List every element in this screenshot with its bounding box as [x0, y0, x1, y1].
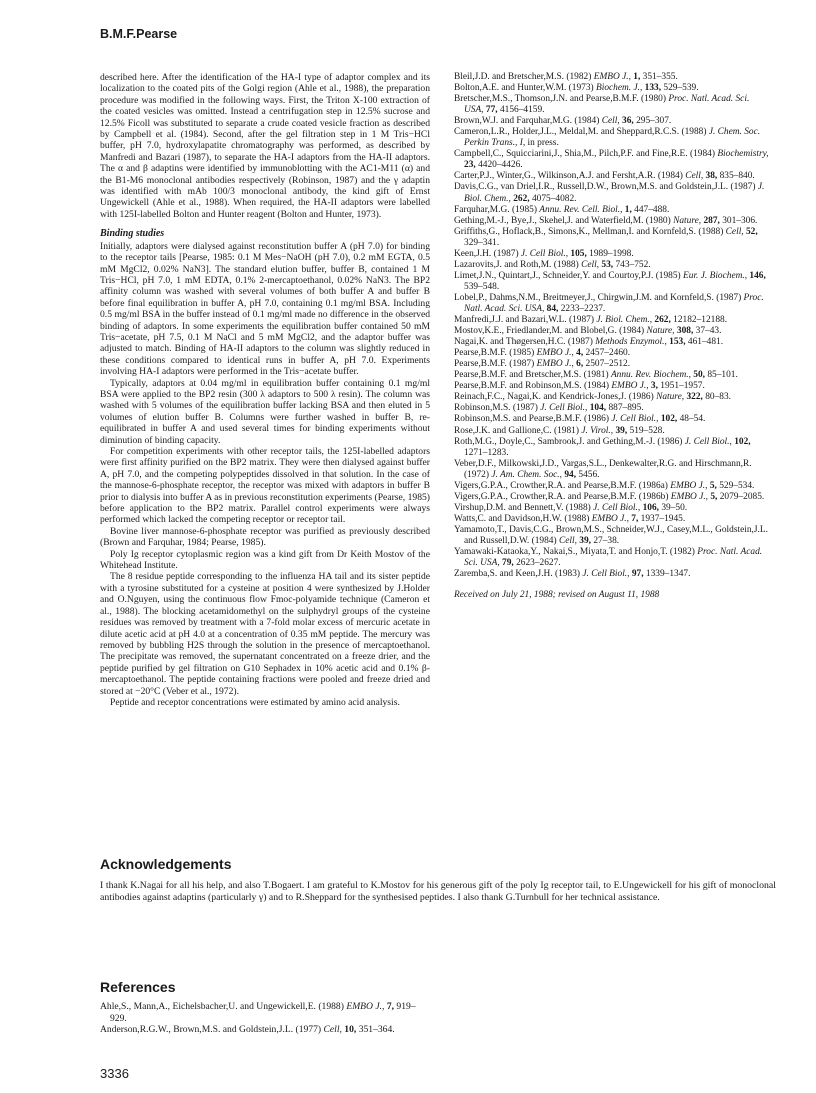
reference-authors: Davis,C.G., van Driel,I.R., Russell,D.W., Brown,M.S. and Goldstein,J.L. (1987): [454, 182, 758, 193]
reference-entry: [454, 271, 770, 293]
reference-journal: Proc. Natl. Acad. Sci. USA,: [464, 94, 750, 116]
reference-journal: EMBO J.,: [670, 480, 710, 491]
reference-volume: 36,: [622, 116, 637, 127]
running-head: B.M.F.Pearse: [100, 27, 178, 41]
reference-volume: 39,: [579, 535, 594, 546]
reference-journal: Eur. J. Biochem.,: [683, 270, 750, 281]
reference-pages: 27–38.: [593, 535, 620, 546]
reference-volume: 5,: [710, 491, 720, 502]
reference-pages: 519–528.: [629, 425, 665, 436]
reference-volume: 6,: [576, 359, 586, 370]
reference-journal: EMBO J.,: [591, 513, 632, 524]
reference-volume: 322,: [686, 392, 706, 403]
reference-authors: Roth,M.G., Doyle,C., Sambrook,J. and Gething,M.-J. (1986): [454, 436, 685, 447]
reference-pages: 461–481.: [687, 337, 724, 348]
reference-entry: [454, 116, 770, 127]
reference-journal: J. Chem. Soc. Perkin Trans., I,: [464, 127, 761, 149]
reference-authors: Nagai,K. and Thøgersen,H.C. (1987): [454, 337, 596, 348]
binding-paragraph: Typically, adaptors at 0.04 mg/ml in equilibration buffer containing 0.1 mg/ml BSA were applied to the BP2 resin (300 λ adaptors to 500 λ resin). The column was washed with 5 volumes of the equilibration buffer lacking BSA and then eluted in 5 volumes of elution buffer B. Columns were further washed in buffer B, re-equilibrated in buffer A and used several times for binding experiments without diminution of binding capacity.: [100, 377, 430, 446]
binding-paragraph: Initially, adaptors were dialysed against reconstitution buffer A (pH 7.0) for binding to the receptor tails [Pearse, 1985: 0.1 M Mes−NaOH (pH 7.0), 0.2 mM EGTA, 0.5 mM MgCl2, 0.02% NaN3]. The standard elution buffer, buffer B, contained 1 M Tris−HCl, pH 7.0, 1 mM EDTA, 0.1% 2-mercaptoethanol, 0.02% NaN3. The BP2 affinity column was washed with several volumes of both buffer A and buffer B before final equilibration in buffer A, pH 7.0, containing 0.1 mg/ml BSA. Including 0.5 mg/ml BSA in the buffer instead of 0.1 mg/ml made no difference in the observed binding of adaptors. In some experiments the equilibration buffer contained 50 mM Tris−acetate, pH 7.5, 0.1 M NaCl and 5 mM MgCl2, and the adaptor buffer was adjusted to match. Binding of HA-II adaptors to the column was slightly reduced in these conditions compared to identical runs in buffer A, pH 7.0. Experiments involving HA-I adaptors were performed in the Tris−acetate buffer.: [100, 240, 430, 378]
received-note: Received on July 21, 1988; revised on August 11, 1988: [454, 590, 660, 601]
reference-journal: J. Am. Chem. Soc.,: [491, 469, 565, 480]
reference-authors: Pearse,B.M.F. (1985): [454, 348, 537, 359]
reference-volume: 308,: [676, 326, 696, 337]
reference-entry: [454, 227, 770, 249]
reference-journal: EMBO J.,: [670, 491, 711, 502]
reference-entry: [454, 392, 770, 403]
reference-authors: Veber,D.F., Milkowski,J.D., Vargas,S.L., Denkewalter,R.G. and Hirschmann,R. (1972): [454, 458, 752, 480]
reference-authors: Ahle,S., Mann,A., Eichelsbacher,U. and Ungewickell,E. (1988): [100, 1001, 347, 1012]
reference-journal: Nature,: [673, 215, 704, 226]
reference-volume: 23,: [464, 160, 479, 171]
reference-pages: 329–341.: [464, 237, 500, 248]
reference-volume: 7,: [631, 513, 641, 524]
reference-volume: 97,: [631, 569, 646, 580]
reference-pages: 447–488.: [634, 204, 670, 215]
reference-journal: EMBO J.,: [611, 381, 651, 392]
reference-authors: Gething,M.-J., Bye,J., Skehel,J. and Waterfield,M. (1980): [454, 215, 674, 226]
reference-pages: 529–534.: [719, 480, 755, 491]
reference-authors: Lobel,P., Dahms,N.M., Breitmeyer,J., Chirgwin,J.M. and Kornfeld,S. (1987): [454, 292, 744, 303]
reference-entry: [454, 414, 770, 425]
reference-volume: 104,: [589, 403, 609, 414]
reference-journal: J. Biol. Chem.,: [464, 182, 765, 204]
reference-journal: J. Cell Biol.,: [611, 414, 661, 425]
reference-journal: Biochem. J.,: [595, 83, 645, 94]
reference-volume: 133,: [644, 83, 664, 94]
binding-paragraph: The 8 residue peptide corresponding to the influenza HA tail and its sister peptide with a tyrosine substituted for a cysteine at position 4 were synthesized by J.Holder and O.Nguyen, using the continuous flow Fmoc-polyamide technique (Cameron et al., 1988). The blocking acetamidomethyl on the sulphydryl groups of the cysteine residues was removed by treatment with a 7-fold molar excess of mercuric acetate in dilute acetic acid at pH 4.0 at a concentration of 0.35 mM peptide. The mercury was removed by bubbling H2S through the solution in the presence of mercaptoethanol. The precipitate was removed, the supernatant concentrated on a freeze drier, and the peptide purified by gel filtration on G10 Sephadex in 10% acetic acid and 0.1% β-mercaptoethanol. The peptide containing fractions were pooled and freeze dried and stored at −20°C (Veber et al., 1972).: [100, 571, 430, 697]
reference-journal: Biochemistry,: [717, 149, 769, 160]
reference-volume: 102,: [660, 414, 680, 425]
reference-journal: EMBO J.,: [593, 72, 634, 82]
reference-authors: Griffiths,G., Hoflack,B., Simons,K., Mellman,I. and Kornfeld,S. (1988): [454, 226, 726, 237]
reference-authors: Campbell,C., Squicciarini,J., Shia,M., Pilch,P.F. and Fine,R.E. (1984): [454, 149, 718, 160]
reference-pages: 539–548.: [464, 281, 500, 292]
reference-journal: Annu. Rev. Cell. Biol.,: [539, 204, 625, 215]
reference-authors: Bleil,J.D. and Bretscher,M.S. (1982): [454, 72, 594, 82]
reference-volume: 5,: [709, 480, 720, 491]
reference-pages: 4420–4426.: [478, 160, 523, 171]
reference-pages: 12182–12188.: [673, 315, 728, 326]
reference-journal: J. Cell Biol.,: [582, 569, 632, 580]
reference-journal: Cell,: [323, 1024, 345, 1036]
binding-studies-heading: Binding studies: [100, 228, 165, 240]
reference-authors: Lazarovits,J. and Roth,M. (1988): [454, 259, 582, 270]
reference-entry: [454, 569, 770, 580]
reference-journal: J. Cell Biol.,: [520, 248, 571, 259]
reference-entry: [454, 315, 770, 326]
reference-entry: [454, 348, 770, 359]
reference-journal: EMBO J.,: [346, 1001, 387, 1012]
reference-authors: Bolton,A.E. and Hunter,W.M. (1973): [454, 83, 596, 94]
reference-authors: Pearse,B.M.F. and Robinson,M.S. (1984): [454, 381, 612, 392]
reference-entry: [454, 216, 770, 227]
reference-entry: [100, 1001, 432, 1024]
reference-authors: Anderson,R.G.W., Brown,M.S. and Goldstein,J.L. (1977): [100, 1024, 324, 1036]
reference-pages: 351–355.: [642, 72, 678, 82]
reference-authors: Bretscher,M.S., Thomson,J.N. and Pearse,B.M.F. (1980): [454, 94, 669, 105]
reference-pages: 5456.: [578, 469, 600, 480]
reference-entry: [454, 260, 770, 271]
reference-authors: Virshup,D.M. and Bennett,V. (1988): [454, 502, 594, 513]
page-number: 3336: [100, 1066, 129, 1081]
reference-volume: 77,: [485, 105, 500, 116]
reference-journal: Cell,: [685, 171, 706, 182]
reference-entry: [454, 293, 770, 315]
reference-volume: 84,: [546, 303, 561, 314]
reference-authors: Robinson,M.S. and Pearse,B.M.F. (1986): [454, 414, 612, 425]
reference-authors: Watts,C. and Davidson,H.W. (1988): [454, 513, 592, 524]
reference-volume: 1,: [624, 204, 635, 215]
reference-authors: Cameron,L.R., Holder,J.L., Meldal,M. and Sheppard,R.C.S. (1988): [454, 127, 709, 138]
reference-authors: Brown,W.J. and Farquhar,M.G. (1984): [454, 116, 602, 127]
reference-pages: 529–539.: [663, 83, 699, 94]
reference-entry: [454, 149, 770, 171]
reference-pages: 2079–2085.: [719, 491, 765, 502]
reference-journal: Proc. Natl. Acad. Sci. USA,: [464, 292, 764, 314]
reference-entry: [454, 370, 770, 381]
reference-authors: Mostov,K.E., Friedlander,M. and Blobel,G. (1984): [454, 326, 647, 337]
reference-pages: 2233–2237.: [560, 303, 606, 314]
reference-volume: 39,: [615, 425, 630, 436]
reference-pages: 85–101.: [707, 370, 738, 381]
reference-pages: 4075–4082.: [531, 193, 577, 204]
reference-pages: 301–306.: [722, 215, 758, 226]
reference-journal: EMBO J.,: [536, 348, 577, 359]
reference-pages: 351–364.: [358, 1024, 395, 1036]
reference-pages: 39–50.: [661, 502, 688, 513]
reference-journal: Methods Enzymol.,: [595, 337, 670, 348]
reference-journal: Nature,: [656, 392, 687, 403]
reference-pages: 1339–1347.: [645, 569, 691, 580]
reference-journal: Cell,: [725, 226, 746, 237]
reference-pages: 887–895.: [608, 403, 644, 414]
reference-entry: [454, 359, 770, 370]
reference-volume: 262,: [513, 193, 532, 204]
reference-authors: Reinach,F.C., Nagai,K. and Kendrick-Jones,J. (1986): [454, 392, 657, 403]
reference-pages: 80–83.: [705, 392, 731, 403]
reference-pages: 1989–1998.: [589, 248, 634, 259]
reference-authors: Keen,J.H. (1987): [454, 248, 521, 259]
reference-pages: 1271–1283.: [464, 447, 509, 458]
right-column: [454, 72, 770, 601]
reference-entry: [454, 205, 770, 216]
reference-volume: 10,: [344, 1024, 359, 1036]
reference-entry: [454, 83, 770, 94]
reference-journal: J. Biol. Chem.,: [596, 315, 655, 326]
reference-pages: 4156–4159.: [499, 105, 545, 116]
reference-entry: [454, 249, 770, 260]
binding-paragraph: Poly Ig receptor cytoplasmic region was a kind gift from Dr Keith Mostov of the Whitehead Institute.: [100, 548, 430, 572]
reference-entry: [454, 337, 770, 348]
reference-journal: J. Cell Biol.,: [593, 502, 643, 513]
reference-entry: [100, 1024, 432, 1036]
reference-pages: 295–307.: [636, 116, 672, 127]
reference-pages: 2623–2627.: [516, 558, 561, 569]
reference-entry: [454, 492, 770, 503]
reference-volume: 94,: [564, 469, 579, 480]
reference-pages: in press.: [527, 138, 559, 149]
reference-authors: Limet,J.N., Quintart,J., Schneider,Y. and Courtoy,P.J. (1985): [454, 270, 684, 281]
reference-pages: 37–43.: [695, 326, 722, 337]
reference-authors: Zaremba,S. and Keen,J.H. (1983): [454, 569, 583, 580]
references-heading: References: [100, 979, 176, 995]
reference-pages: 919–929.: [110, 1001, 416, 1024]
reference-journal: Cell,: [558, 535, 580, 546]
methods-paragraph: described here. After the identification of the HA-I type of adaptor complex and its localization to the coated pits of the Golgi region (Ahle et al., 1988), the preparation procedure was modified in the following ways. First, the Triton X-100 extraction of the coated vesicles was omitted. Instead a centrifugation step in 12.5% sucrose and 12.5% Ficoll was substituted to separate a crude coated vesicle fraction as described by Campbell et al. (1984). Second, after the gel filtration step in 1 M Tris−HCl buffer, pH 7.0, hydroxylapatite chromatography was performed, as described by Manfredi and Bazari (1987), to separate the HA-I adaptors from the HA-II adaptors. The α and β adaptins were identified by immunoblotting with the AC1-M11 (α) and the B1-M6 monoclonal antibodies respectively (Robinson, 1987) and the γ adaptin was identified with mAb 100/3 monoclonal antibody, the kind gift of Ernst Ungewickell (Ahle et al., 1988). When required, the HA-II adaptors were labelled with 125I-labelled Bolton and Hunter reagent (Bolton and Hunter, 1973).: [100, 72, 430, 220]
reference-volume: 287,: [703, 215, 723, 226]
reference-pages: 743–752.: [615, 259, 651, 270]
reference-volume: 7,: [386, 1001, 397, 1012]
reference-authors: Yamamoto,T., Davis,C.G., Brown,M.S., Schneider,W.J., Casey,M.L., Goldstein,J.L. and Russell,D.W. (1984): [454, 524, 768, 546]
reference-volume: 106,: [642, 502, 662, 513]
reference-entry: [454, 525, 770, 547]
reference-journal: Cell,: [601, 116, 623, 127]
reference-volume: 3,: [650, 381, 661, 392]
reference-entry: [454, 171, 770, 182]
reference-entry: [454, 381, 770, 392]
binding-paragraph: Peptide and receptor concentrations were estimated by amino acid analysis.: [110, 696, 400, 708]
reference-journal: Nature,: [646, 326, 677, 337]
reference-authors: Pearse,B.M.F. and Bretscher,M.S. (1981): [454, 370, 611, 381]
reference-authors: Yamawaki-Kataoka,Y., Nakai,S., Miyata,T. and Honjo,T. (1982): [454, 547, 698, 558]
reference-journal: EMBO J.,: [536, 359, 577, 370]
reference-entry: [454, 426, 770, 437]
reference-pages: 1937–1945.: [640, 513, 686, 524]
reference-volume: 1,: [633, 72, 643, 82]
reference-journal: Cell,: [581, 259, 602, 270]
left-column: [100, 72, 430, 708]
reference-volume: 4,: [576, 348, 586, 359]
reference-authors: Rose,J.K. and Gallione,C. (1981): [454, 425, 582, 436]
reference-volume: 38,: [705, 171, 720, 182]
reference-pages: 835–840.: [719, 171, 755, 182]
binding-paragraph: For competition experiments with other receptor tails, the 125I-labelled adaptors were first affinity purified on the BP2 matrix. They were then dialysed against buffer A, pH 7.0, and the competing polypeptides dissolved in that solution. In the case of the mannose-6-phosphate receptor, the receptor was mixed with adaptors in buffer B prior to dialysis into buffer A as in previous reconstitution experiments (Pearse, 1985) before application to the BP2 matrix. Parallel control experiments were always performed which lacked the competing receptor or receptor tail.: [100, 446, 430, 526]
reference-pages: 48–54.: [679, 414, 706, 425]
reference-journal: J. Virol.,: [581, 425, 616, 436]
reference-entry: [454, 94, 770, 116]
reference-entry: [454, 403, 770, 414]
reference-authors: Vigers,G.P.A., Crowther,R.A. and Pearse,B.M.F. (1986a): [454, 480, 671, 491]
reference-pages: 2507–2512.: [585, 359, 631, 370]
reference-entry: [454, 182, 770, 204]
reference-volume: 79,: [502, 558, 517, 569]
reference-authors: Robinson,M.S. (1987): [454, 403, 541, 414]
reference-volume: 105,: [570, 248, 590, 259]
binding-studies-body: [100, 241, 430, 709]
reference-volume: 262,: [654, 315, 674, 326]
reference-pages: 2457–2460.: [585, 348, 631, 359]
binding-paragraph: Bovine liver mannose-6-phosphate receptor was purified as previously described (Brown and Farquhar, 1984; Pearse, 1985).: [100, 525, 430, 549]
reference-authors: Carter,P.J., Winter,G., Wilkinson,A.J. and Fersht,A.R. (1984): [454, 171, 686, 182]
acknowledgements-heading: Acknowledgements: [100, 856, 232, 872]
reference-journal: J. Cell Biol.,: [684, 436, 735, 447]
reference-list-left: [100, 1001, 432, 1036]
reference-entry: [454, 72, 770, 83]
reference-journal: Proc. Natl. Acad. Sci. USA,: [464, 547, 763, 569]
reference-volume: 50,: [693, 370, 708, 381]
reference-volume: 102,: [734, 436, 751, 447]
reference-authors: Vigers,G.P.A., Crowther,R.A. and Pearse,B.M.F. (1986b): [454, 491, 671, 502]
reference-entry: [454, 437, 770, 459]
reference-journal: Annu. Rev. Biochem.,: [610, 370, 694, 381]
reference-entry: [454, 127, 770, 149]
reference-entry: [454, 514, 770, 525]
reference-volume: 153,: [669, 337, 688, 348]
reference-volume: 53,: [601, 259, 616, 270]
reference-volume: 52,: [745, 226, 758, 237]
reference-entry: [454, 481, 770, 492]
reference-volume: 146,: [749, 270, 766, 281]
acknowledgements-text: I thank K.Nagai for all his help, and also T.Bogaert. I am grateful to K.Mostov for his generous gift of the poly Ig receptor tail, to E.Ungewickell for his gift of monoclonal antibodies against adaptins (particularly γ) and to R.Sheppard for the synthesised peptides. I also thank G.Turnbull for her technical assistance.: [100, 880, 776, 903]
reference-authors: Manfredi,J.J. and Bazari,W.L. (1987): [454, 315, 597, 326]
reference-entry: [454, 547, 770, 569]
reference-authors: Farquhar,M.G. (1985): [454, 204, 540, 215]
reference-entry: [454, 326, 770, 337]
reference-entry: [454, 503, 770, 514]
reference-journal: J. Cell Biol.,: [540, 403, 590, 414]
reference-list-right: [454, 72, 770, 580]
reference-authors: Pearse,B.M.F. (1987): [454, 359, 537, 370]
reference-pages: 1951–1957.: [660, 381, 705, 392]
reference-entry: [454, 459, 770, 481]
